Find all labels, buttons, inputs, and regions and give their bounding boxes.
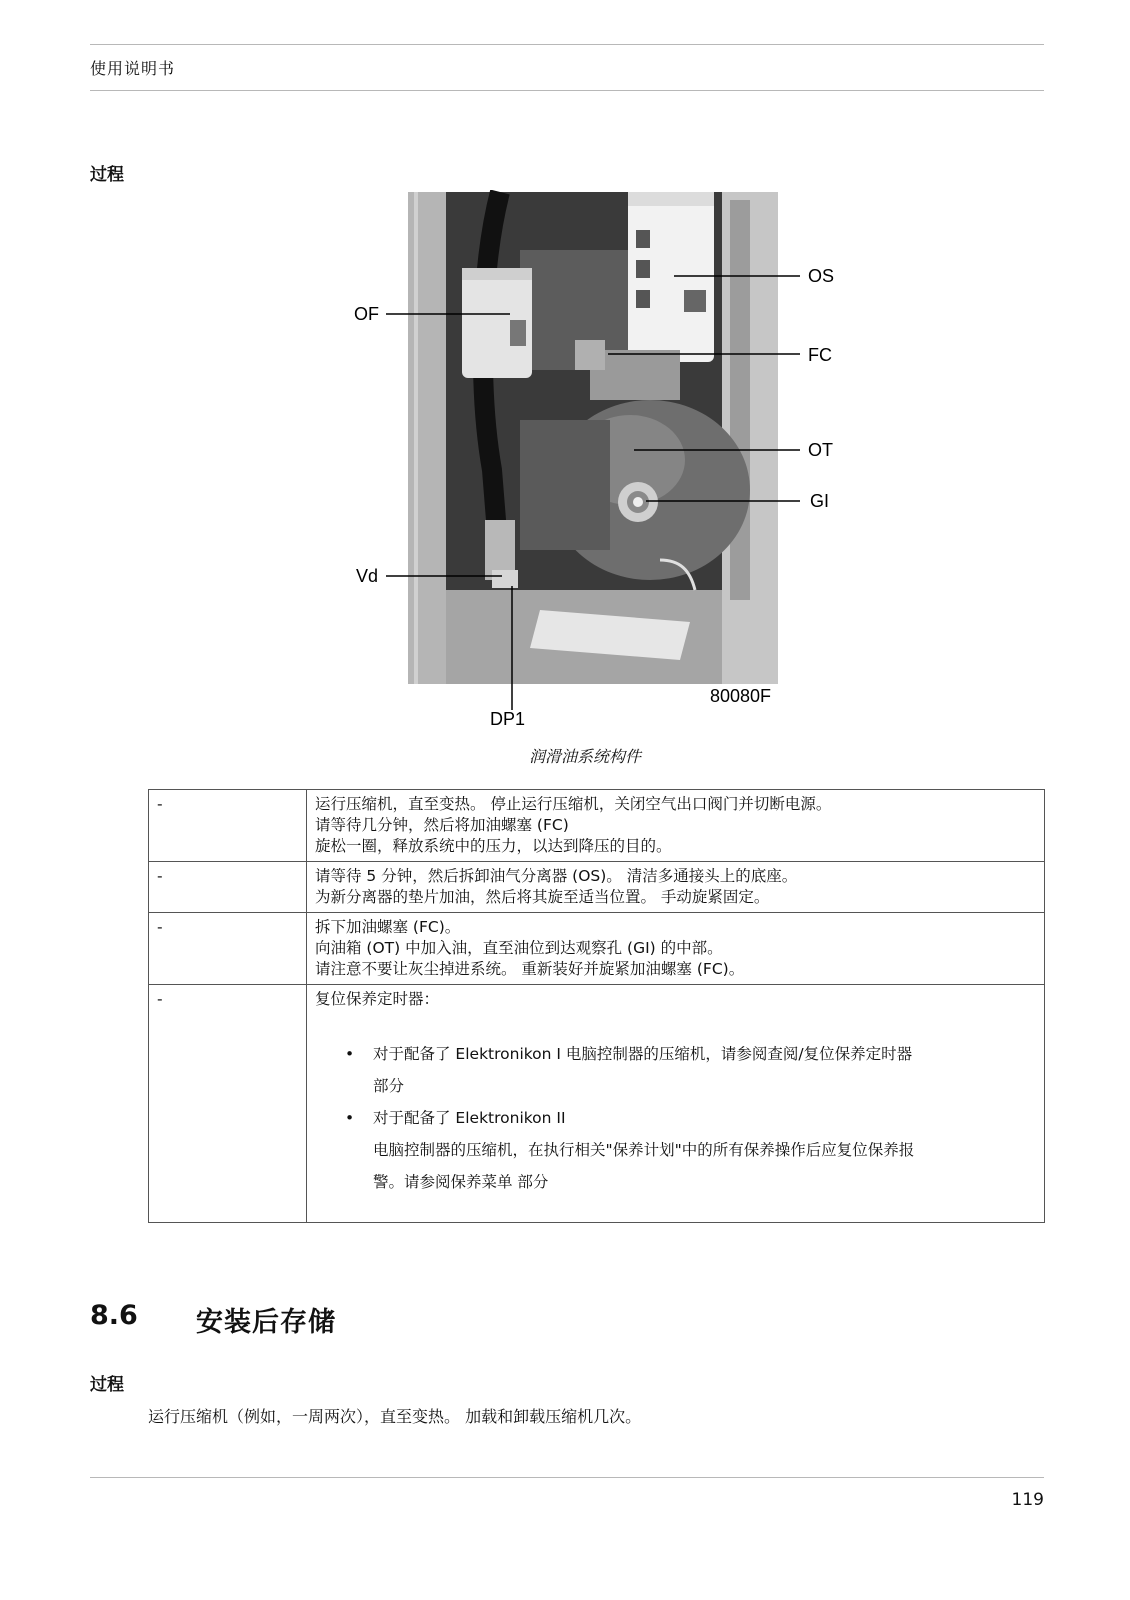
header-title: 使用说明书 bbox=[90, 59, 176, 78]
label-vd: Vd bbox=[356, 566, 379, 586]
step-marker: - bbox=[149, 862, 307, 913]
bullet-line: 电脑控制器的压缩机，在执行相关"保养计划"中的所有保养操作后应复位保养报 bbox=[373, 1141, 915, 1159]
bullet-line: 对于配备了 Elektronikon I 电脑控制器的压缩机，请参阅查阅/复位保养定时器 bbox=[373, 1045, 913, 1063]
step-line: 复位保养定时器： bbox=[315, 990, 440, 1008]
step-line: 拆下加油螺塞 (FC)。 bbox=[315, 918, 461, 936]
list-item bbox=[315, 1038, 1036, 1102]
table-row bbox=[149, 862, 1045, 913]
table-row bbox=[149, 790, 1045, 862]
step-line: 向油箱 (OT) 中加入油，直至油位到达观察孔 (GI) 的中部。 bbox=[315, 939, 723, 957]
step-marker: - bbox=[149, 985, 307, 1223]
page-number: 119 bbox=[1011, 1490, 1044, 1510]
table-row bbox=[149, 913, 1045, 985]
storage-instructions: 运行压缩机（例如，一周两次），直至变热。 加载和卸载压缩机几次。 bbox=[148, 1407, 642, 1426]
lubrication-system-figure bbox=[350, 190, 850, 735]
list-item bbox=[315, 1102, 1036, 1198]
bullet-icon: • bbox=[345, 1045, 355, 1063]
bullet-line: 部分 bbox=[373, 1077, 405, 1095]
bullet-line: 对于配备了 Elektronikon II bbox=[373, 1109, 566, 1127]
bullet-list bbox=[315, 1038, 1036, 1198]
header-top-rule bbox=[90, 44, 1044, 45]
label-of: OF bbox=[354, 304, 379, 324]
bullet-line: 警。请参阅保养菜单 部分 bbox=[373, 1173, 549, 1191]
figure-caption: 润滑油系统构件 bbox=[528, 747, 641, 766]
table-row bbox=[149, 985, 1045, 1223]
section-number: 8.6 bbox=[90, 1300, 138, 1331]
procedure-heading: 过程 bbox=[90, 165, 124, 185]
label-fc: FC bbox=[808, 345, 832, 365]
step-text bbox=[307, 985, 1045, 1223]
step-line: 请等待 5 分钟，然后拆卸油气分离器 (OS)。 清洁多通接头上的底座。 bbox=[315, 867, 798, 885]
label-os: OS bbox=[808, 266, 835, 286]
procedure-heading-2: 过程 bbox=[90, 1375, 124, 1395]
footer-rule bbox=[90, 1477, 1044, 1478]
step-text bbox=[307, 862, 1045, 913]
label-dp1: DP1 bbox=[490, 709, 526, 729]
label-gi: GI bbox=[810, 491, 830, 511]
step-line: 请等待几分钟，然后将加油螺塞 (FC) bbox=[315, 816, 569, 834]
procedure-steps-table bbox=[148, 789, 1045, 1223]
step-line: 旋松一圈，释放系统中的压力，以达到降压的目的。 bbox=[315, 837, 672, 855]
step-line: 运行压缩机，直至变热。 停止运行压缩机，关闭空气出口阀门并切断电源。 bbox=[315, 795, 832, 813]
step-line: 请注意不要让灰尘掉进系统。 重新装好并旋紧加油螺塞 (FC)。 bbox=[315, 960, 745, 978]
section-title: 安装后存储 bbox=[196, 1307, 336, 1338]
step-text bbox=[307, 790, 1045, 862]
label-ot: OT bbox=[808, 440, 833, 460]
header-bottom-rule bbox=[90, 90, 1044, 91]
figure-image-id: 80080F bbox=[710, 686, 772, 706]
step-text bbox=[307, 913, 1045, 985]
step-marker: - bbox=[149, 913, 307, 985]
bullet-icon: • bbox=[345, 1109, 355, 1127]
step-marker: - bbox=[149, 790, 307, 862]
step-line: 为新分离器的垫片加油，然后将其旋至适当位置。 手动旋紧固定。 bbox=[315, 888, 770, 906]
compressor-photo bbox=[408, 192, 778, 684]
